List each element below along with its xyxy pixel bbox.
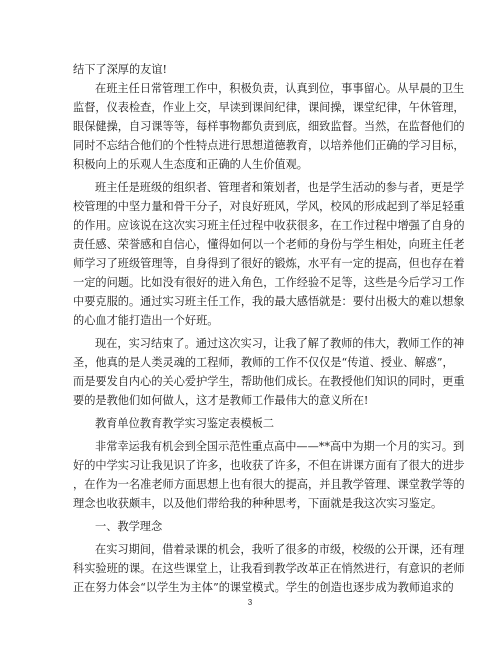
text-line: 非常幸运我有机会到全国示范性重点高中——**高中为期一个月的实习。到 — [95, 440, 465, 453]
text-line: 责任感、荣誉感和自信心，懂得如何以一个老师的身份与学生相处，向班主任老 — [73, 238, 465, 251]
text-line: 好的中学实习让我见识了许多，也收获了许多，不但在讲课方面有了很大的进步 — [73, 459, 465, 472]
text-line: 圣，他真的是人类灵魂的工程师，教师的工作不仅仅是“传道、授业、解惑”， — [73, 356, 454, 369]
text-line: 一定的问题。比如没有很好的进入角色，工作经验不足等，这些是今后学习工作 — [73, 276, 465, 289]
text-line: 在实习期间，借着录课的机会，我听了很多的市级，校级的公开课，还有理 — [95, 543, 465, 556]
text-line: 监督，仪表检查，作业上交，早读到课间纪律，课间操，课堂纪律，午休管理， — [73, 101, 465, 114]
text-line: 正在努力体会“以学生为主体”的课堂模式。学生的创造也逐步成为教师追求的 — [73, 581, 454, 594]
text-line: 而是要发自内心的关心爱护学生，帮助他们成长。在教授他们知识的同时，更重 — [73, 375, 465, 388]
text-line: 理念也收获颇丰，以及他们带给我的种种思考，下面就是我这次实习鉴定。 — [73, 497, 443, 510]
text-line: 的作用。应该说在这次实习班主任过程中收获很多，在工作过程中增强了自身的 — [73, 219, 465, 232]
text-line: 中要克服的。通过实习班主任工作，我的最大感悟就是：要付出极大的难以想象 — [73, 295, 465, 308]
text-line: 校管理的中坚力量和骨干分子，对良好班风，学风，校风的形成起到了举足轻重 — [73, 200, 465, 213]
text-line: 现在，实习结束了。通过这次实习，让我了解了教师的伟大，教师工作的神 — [95, 337, 465, 350]
text-line: 师学习了班级管理等，自身得到了很好的锻炼，水平有一定的提高，但也存在着 — [73, 257, 465, 270]
text-line: 的心血才能打造出一个好班。 — [73, 314, 219, 327]
text-line: 在班主任日常管理工作中，积极负责，认真到位，事事留心。从早晨的卫生 — [95, 82, 465, 95]
text-line: 结下了深厚的友谊! — [73, 63, 167, 76]
subsection-heading: 一、教学理念 — [95, 520, 163, 533]
text-line: 积极向上的乐观人生态度和正确的人生价值观。 — [73, 158, 308, 171]
page-number: 3 — [247, 598, 253, 607]
section-heading: 教育单位教育教学实习鉴定表模板二 — [95, 417, 275, 430]
text-line: 同时不忘结合他们的个性特点进行思想道德教育，以培养他们正确的学习目标， — [73, 139, 465, 152]
text-line: ，在作为一名准老师方面思想上也有很大的提高，并且教学管理、课堂教学等的 — [73, 478, 465, 491]
text-line: 班主任是班级的组织者、管理者和策划者，也是学生活动的参与者，更是学 — [95, 181, 465, 194]
text-line: 眼保健操，自习课等等，每样事物都负责到底，细致监督。当然，在监督他们的 — [73, 120, 465, 133]
text-line: 要的是教他们如何做人，这才是教师工作最伟大的意义所在! — [73, 394, 369, 407]
text-line: 科实验班的课。在这些课堂上，让我看到教学改革正在悄然进行，有意识的老师 — [73, 562, 465, 575]
